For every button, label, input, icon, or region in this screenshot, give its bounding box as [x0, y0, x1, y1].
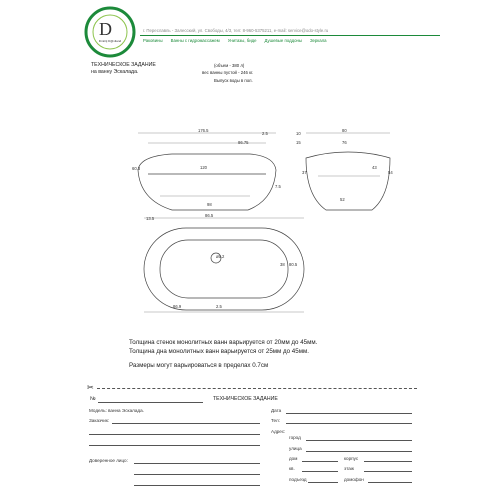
- intercom-label: домофон: [344, 477, 364, 482]
- apt-label: кв.: [289, 466, 295, 471]
- entrance-field[interactable]: [308, 482, 338, 483]
- address-label: Адрес:: [271, 429, 286, 434]
- dim-top-86-5: 86.5: [205, 213, 214, 218]
- logo-letter: D: [99, 19, 112, 39]
- header-divider: [140, 35, 440, 36]
- dim-top-86-9: 86.9: [173, 304, 182, 309]
- header-nav: [143, 38, 443, 43]
- house-field[interactable]: [302, 461, 338, 462]
- nav-toilets[interactable]: Унитазы, биде: [227, 38, 257, 43]
- customer-field-3[interactable]: [89, 445, 260, 446]
- header-address: г. Переславль - Залесский, ул. Свободы, 4/3, тел: 8-960-5375211, e-mail: service@odo-style.ru: [143, 28, 329, 33]
- top-view-inner: [160, 240, 288, 298]
- dim-side-length: 176.5: [198, 128, 209, 133]
- bath-technical-drawing: [120, 118, 400, 318]
- dim-end-54: 54: [388, 170, 393, 175]
- nav-baths[interactable]: Ванны с гидромассажем: [170, 38, 220, 43]
- trusted-field[interactable]: [134, 463, 260, 464]
- city-label: город: [289, 435, 301, 440]
- phone-label: Тел:: [271, 418, 280, 423]
- scissors-icon: ✂: [87, 383, 94, 392]
- customer-label: Заказчик:: [89, 418, 110, 423]
- dim-top-drain: ø5.2: [216, 254, 225, 259]
- trusted-field-3[interactable]: [134, 485, 260, 486]
- spec-drain: Выпуск воды в пол.: [214, 78, 253, 83]
- entrance-label: подъезд: [289, 477, 307, 482]
- cut-line: [97, 388, 417, 389]
- dim-end-76: 76: [342, 140, 347, 145]
- form-title: ТЕХНИЧЕСКОЕ ЗАДАНИЕ: [213, 396, 278, 402]
- dim-side-86-75: 86.75: [238, 140, 249, 145]
- date-field[interactable]: [286, 413, 412, 414]
- nav-trays[interactable]: Душевые поддоны: [264, 38, 302, 43]
- customer-field[interactable]: [112, 423, 260, 424]
- dim-side-120: 120: [200, 165, 207, 170]
- dim-side-height: 60.3: [132, 166, 141, 171]
- spec-volume: (объем - 380 л): [214, 63, 245, 68]
- logo-subtitle: Dmitrij D@viland: [98, 39, 122, 43]
- spec-weight: вес ванны пустой - 246 кг.: [202, 70, 254, 75]
- logo: [84, 6, 136, 58]
- trusted-label: Доверенное лицо:: [89, 458, 128, 463]
- phone-field[interactable]: [286, 423, 412, 424]
- dim-top-38: 38: [280, 262, 285, 267]
- street-label: улица: [289, 446, 302, 451]
- customer-field-2[interactable]: [89, 434, 260, 435]
- dim-end-37: 37: [302, 170, 307, 175]
- dim-end-80: 80: [342, 128, 347, 133]
- spec-subtitle: на ванну Эскалада.: [91, 69, 139, 75]
- form-number-label: №: [90, 396, 96, 402]
- floor-field[interactable]: [364, 471, 412, 472]
- note-tolerance: Размеры могут варьироваться в пределах 0.7см: [129, 362, 269, 369]
- spec-title: ТЕХНИЧЕСКОЕ ЗАДАНИЕ: [91, 62, 156, 68]
- dim-end-52: 52: [340, 197, 345, 202]
- dim-side-7-5: 7.5: [275, 184, 281, 189]
- dim-end-10: 10: [296, 131, 301, 136]
- note-bottom-thickness: Толщина дна монолитных ванн варьируется от 25мм до 45мм.: [129, 348, 309, 355]
- dim-top-80-5: 80.5: [289, 262, 298, 267]
- end-view-outline: [306, 152, 390, 210]
- form-number-line[interactable]: [98, 402, 203, 403]
- building-field[interactable]: [364, 461, 412, 462]
- nav-sinks[interactable]: Раковины: [143, 38, 163, 43]
- dim-side-2-5: 2.5: [262, 131, 268, 136]
- model-label: Модель: ванна Эскалада.: [89, 408, 144, 413]
- floor-label: этаж: [344, 466, 354, 471]
- building-label: корпус: [344, 456, 359, 461]
- dim-top-2-5: 2.5: [216, 304, 222, 309]
- street-field[interactable]: [306, 451, 412, 452]
- dim-top-13-5: 13.5: [146, 216, 155, 221]
- dim-side-98: 98: [207, 202, 212, 207]
- city-field[interactable]: [306, 440, 412, 441]
- dim-end-43: 43: [372, 165, 377, 170]
- note-wall-thickness: Толщина стенок монолитных ванн варьируется от 20мм до 45мм.: [129, 339, 318, 346]
- trusted-field-2[interactable]: [134, 474, 260, 475]
- date-label: Дата: [271, 408, 282, 413]
- apt-field[interactable]: [302, 471, 338, 472]
- nav-mirrors[interactable]: Зеркала: [309, 38, 327, 43]
- house-label: дом: [289, 456, 298, 461]
- intercom-field[interactable]: [368, 482, 412, 483]
- dim-end-15: 15: [296, 140, 301, 145]
